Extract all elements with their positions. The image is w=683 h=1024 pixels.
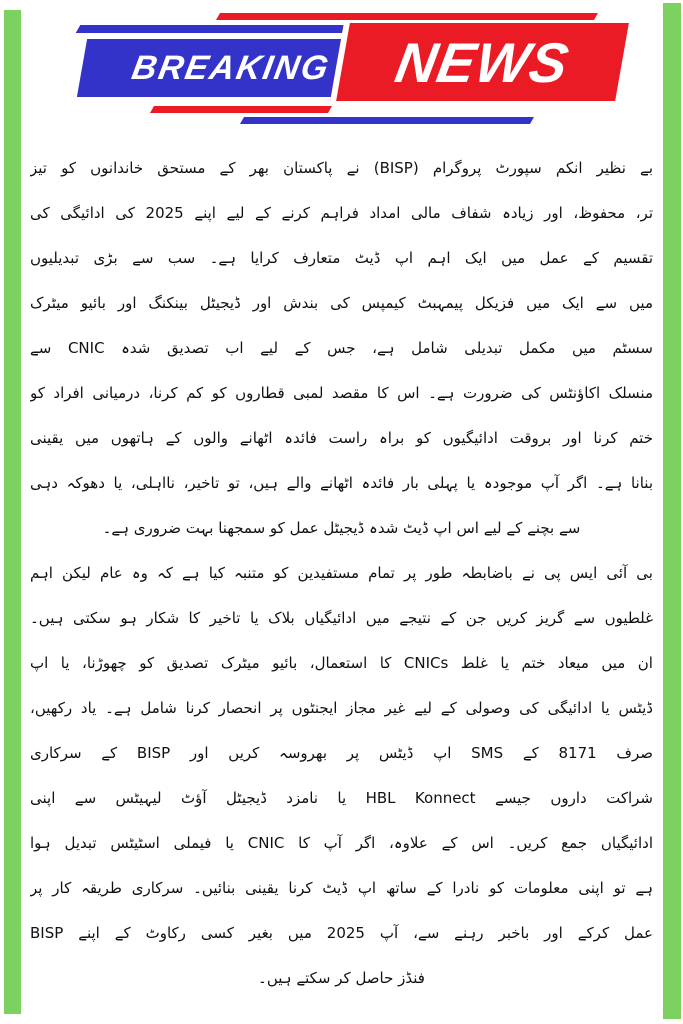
article-line: فنڈز حاصل کر سکتے ہیں۔ [258, 969, 425, 987]
article-line: بے نظیر انکم سپورٹ پروگرام (BISP) نے پاکستان بھر کے مستحق خاندانوں کو تیز [30, 159, 653, 177]
blue-top-stripe [76, 25, 367, 33]
article-line: ان میں میعاد ختم یا غلط CNICs کا استعمال، بائیو میٹرک تصدیق کو چھوڑنا، یا اپ [30, 654, 653, 672]
article-line: بنانا ہے۔ اگر آپ موجودہ یا پہلی بار فائدہ اٹھانے والے ہیں، تو تاخیر، نااہلی، یا دھوکہ دہی [30, 474, 653, 492]
article-text [30, 146, 653, 1001]
breaking-news-banner [60, 10, 630, 132]
article-line: عمل کرکے اور باخبر رہنے سے، آپ 2025 میں بغیر کسی رکاوٹ کے اپنے BISP [30, 924, 653, 942]
article-line: شراکت داروں جیسے HBL Konnect یا نامزد ڈیجیٹل آؤٹ لیہیٹس سے اپنی [30, 789, 653, 807]
article-line: ادائیگیاں جمع کریں۔ اس کے علاوہ، اگر آپ کا CNIC یا فیملی اسٹیٹس تبدیل ہوا [30, 834, 653, 852]
news-box [330, 23, 629, 101]
article-line: سے بچنے کے لیے اس اپ ڈیٹ شدہ ڈیجیٹل عمل کو سمجھنا بہت ضروری ہے۔ [102, 519, 581, 537]
red-bottom-stripe [150, 106, 332, 113]
article-line: تر، محفوظ، اور زیادہ شفاف مالی امداد فراہم کرنے کے لیے اپنے 2025 کی ادائیگی کی [30, 204, 653, 222]
news-label: NEWS [390, 30, 575, 94]
article-line: میں سے ایک میں فزیکل پیمہبٹ کیمپس کی بندش اور ڈیجیٹل بینکنگ اور بائیو میٹرک [30, 294, 653, 312]
article-line: سسٹم میں مکمل تبدیلی شامل ہے، جس کے لیے اب تصدیق شدہ CNIC سے [30, 339, 653, 357]
article-line: غلطیوں سے گریز کریں جن کے نتیجے میں ادائیگیاں بلاک یا تاخیر کا شکار ہو سکتی ہیں۔ [30, 609, 653, 627]
article-line: ہے تو اپنی معلومات کو نادرا کے ساتھ اپ ڈیٹ کرنا یقینی بنائیں۔ سرکاری طریقہ کار پر [30, 879, 653, 897]
article-line: بی آئی ایس پی نے باضابطہ طور پر تمام مستفیدین کو متنبہ کیا ہے کہ وہ عام لیکن اہم [30, 564, 653, 582]
breaking-label: BREAKING [129, 48, 334, 87]
article-line: صرف 8171 کے SMS اپ ڈیٹس پر بھروسہ کریں اور BISP کے سرکاری [30, 744, 653, 762]
article-line: ختم کرنا اور بروقت ادائیگیوں کو براہ راست فائدہ اٹھانے والوں کے ہاتھوں میں یقینی [30, 429, 653, 447]
blue-bottom-stripe [240, 117, 534, 124]
left-green-border [4, 10, 21, 1014]
red-top-stripe [216, 13, 598, 20]
right-green-border [663, 3, 681, 1019]
article-line: تقسیم کے عمل میں ایک اہم اپ ڈیٹ متعارف کرایا ہے۔ سب سے بڑی تبدیلیوں [30, 249, 653, 267]
article-line: ڈیٹس یا ادائیگی کی وصولی کے لیے غیر مجاز ایجنٹوں پر انحصار کرنا شامل ہے۔ یاد رکھیں، [30, 699, 653, 717]
article-line: منسلک اکاؤنٹس کی ضرورت ہے۔ اس کا مقصد لمبی قطاروں کو کم کرنا، درمیانی افراد کو [30, 384, 653, 402]
